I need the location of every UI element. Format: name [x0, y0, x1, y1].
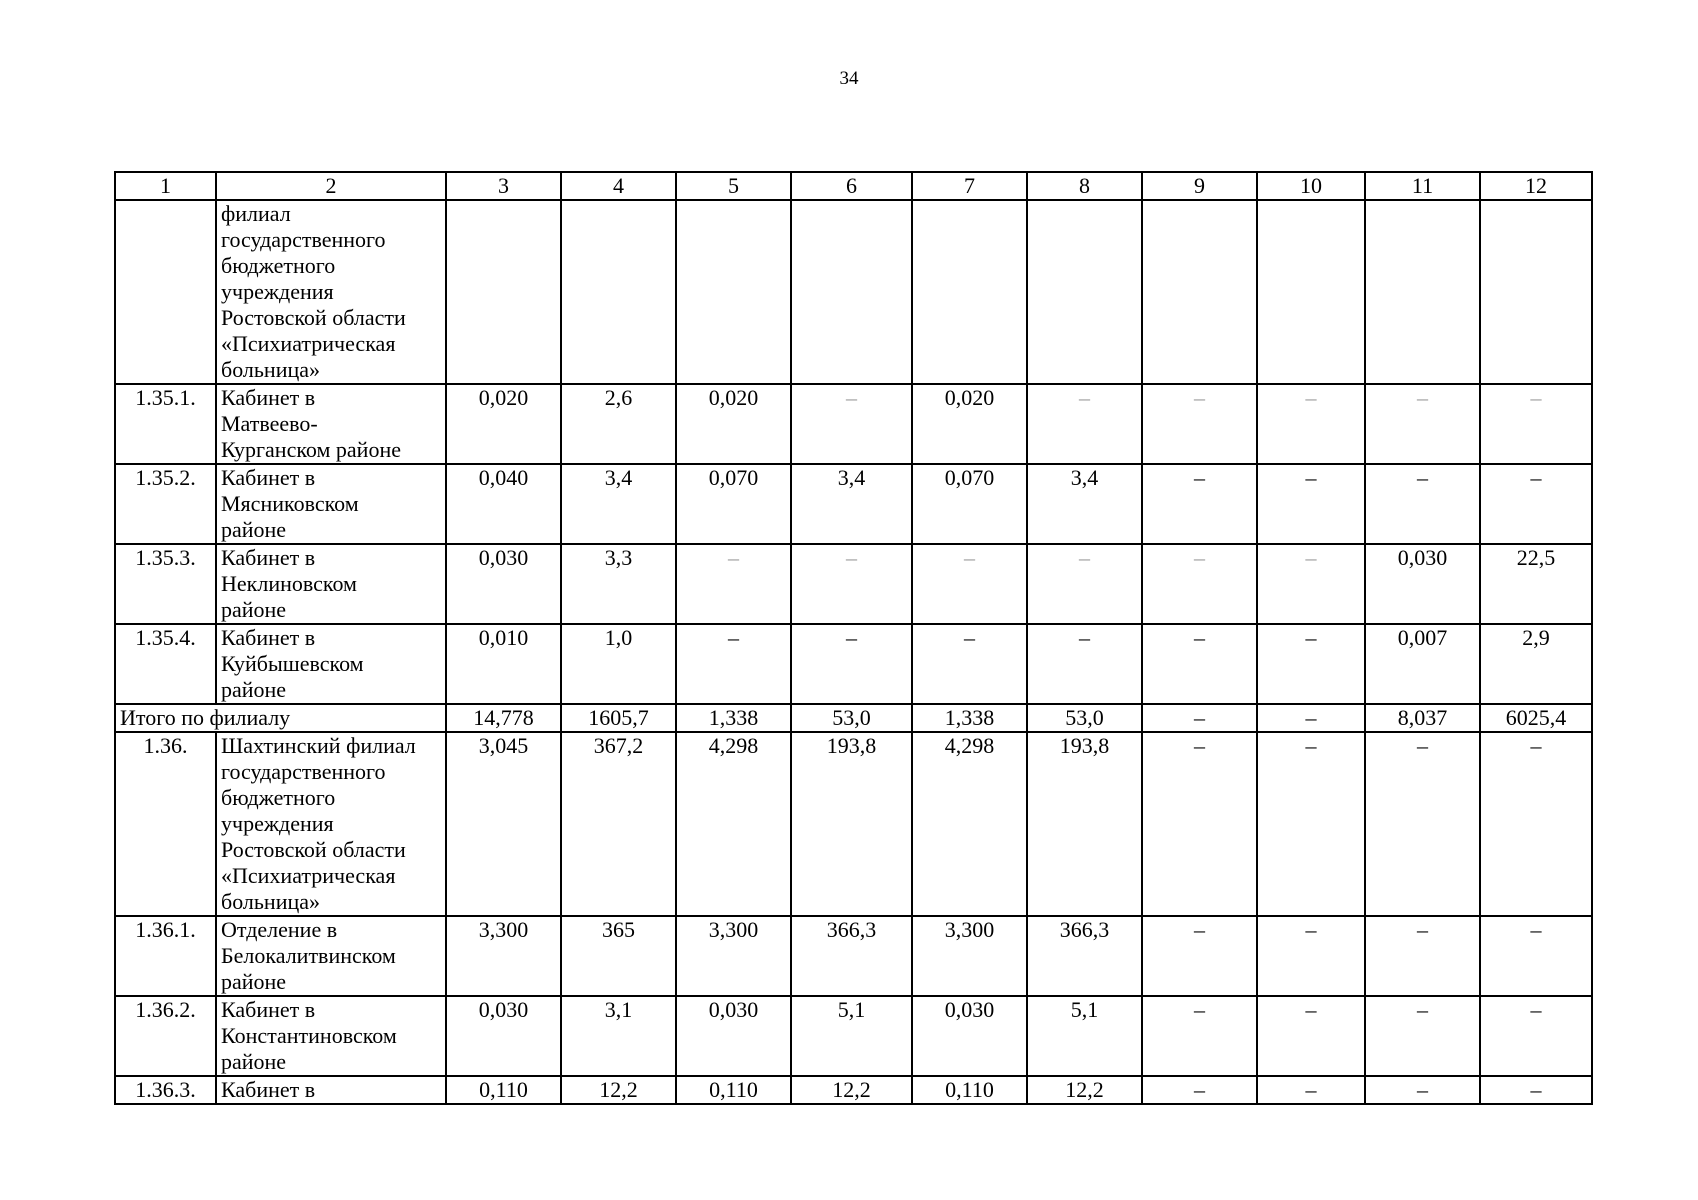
row-name-line: Шахтинский филиал: [221, 733, 416, 758]
value-cell: 0,030: [446, 544, 561, 624]
value-cell: 367,2: [561, 732, 676, 916]
table-row: [115, 732, 1592, 916]
value-cell: 1,338: [676, 704, 791, 732]
value-cell: 0,110: [912, 1076, 1027, 1104]
header-cell: 1: [115, 172, 216, 200]
value-cell: 1605,7: [561, 704, 676, 732]
value-cell: 22,5: [1480, 544, 1592, 624]
value-cell: 12,2: [791, 1076, 912, 1104]
row-name-line: Кабинет в: [221, 625, 316, 650]
value-cell: 366,3: [1027, 916, 1142, 996]
table-row: [115, 544, 1592, 624]
row-number: 1.36.: [115, 732, 216, 916]
value-cell: 6025,4: [1480, 704, 1592, 732]
row-name: [216, 916, 446, 996]
value-cell: 0,070: [912, 464, 1027, 544]
header-cell: 12: [1480, 172, 1592, 200]
value-cell: [1027, 200, 1142, 384]
value-cell: [561, 200, 676, 384]
value-cell: –: [1027, 544, 1142, 624]
row-name-line: Кабинет в: [221, 465, 316, 490]
value-cell: [791, 200, 912, 384]
value-cell: 5,1: [1027, 996, 1142, 1076]
value-cell: 3,3: [561, 544, 676, 624]
row-name-line: Матвеево-: [221, 411, 318, 436]
value-cell: 8,037: [1365, 704, 1480, 732]
row-name-line: Куйбышевском: [221, 651, 364, 676]
value-cell: 0,020: [446, 384, 561, 464]
value-cell: 4,298: [912, 732, 1027, 916]
row-name: [216, 624, 446, 704]
value-cell: –: [1257, 464, 1365, 544]
header-cell: 10: [1257, 172, 1365, 200]
row-number: 1.35.1.: [115, 384, 216, 464]
page-number: 34: [839, 68, 859, 89]
value-cell: 366,3: [791, 916, 912, 996]
value-cell: –: [1142, 916, 1257, 996]
value-cell: 4,298: [676, 732, 791, 916]
row-name: [216, 544, 446, 624]
row-name-line: районе: [221, 1049, 287, 1074]
value-cell: 3,300: [912, 916, 1027, 996]
value-cell: –: [1257, 996, 1365, 1076]
table-row: [115, 384, 1592, 464]
value-cell: 0,110: [676, 1076, 791, 1104]
row-name: [216, 200, 446, 384]
value-cell: –: [676, 624, 791, 704]
header-cell: 3: [446, 172, 561, 200]
value-cell: [446, 200, 561, 384]
value-cell: –: [1257, 732, 1365, 916]
value-cell: 3,4: [1027, 464, 1142, 544]
value-cell: 0,020: [912, 384, 1027, 464]
value-cell: 53,0: [791, 704, 912, 732]
header-cell: 6: [791, 172, 912, 200]
value-cell: –: [1480, 916, 1592, 996]
row-name-line: Кабинет в: [221, 997, 316, 1022]
value-cell: [1257, 200, 1365, 384]
table-row: [115, 200, 1592, 384]
value-cell: 3,300: [676, 916, 791, 996]
value-cell: –: [1257, 544, 1365, 624]
table-row: [115, 916, 1592, 996]
row-name-line: районе: [221, 597, 287, 622]
row-name-line: учреждения: [221, 811, 334, 836]
header-cell: 4: [561, 172, 676, 200]
header-cell: 2: [216, 172, 446, 200]
value-cell: –: [1257, 916, 1365, 996]
value-cell: –: [1480, 384, 1592, 464]
value-cell: 0,030: [446, 996, 561, 1076]
value-cell: –: [1365, 732, 1480, 916]
table-header-row: [115, 172, 1592, 200]
row-name-line: районе: [221, 677, 287, 702]
row-name-line: Ростовской области: [221, 305, 406, 330]
row-name-line: Отделение в: [221, 917, 338, 942]
value-cell: –: [1257, 384, 1365, 464]
row-name-line: Константиновском: [221, 1023, 397, 1048]
total-row: [115, 704, 1592, 732]
row-name: [216, 384, 446, 464]
value-cell: 3,4: [791, 464, 912, 544]
row-name: [216, 464, 446, 544]
value-cell: –: [1142, 704, 1257, 732]
value-cell: –: [1365, 464, 1480, 544]
row-number: 1.35.2.: [115, 464, 216, 544]
value-cell: 0,030: [676, 996, 791, 1076]
value-cell: –: [1365, 996, 1480, 1076]
value-cell: 0,110: [446, 1076, 561, 1104]
header-cell: 7: [912, 172, 1027, 200]
value-cell: –: [1257, 704, 1365, 732]
row-name-line: Кабинет в: [221, 1077, 316, 1102]
value-cell: –: [1365, 1076, 1480, 1104]
data-table: [114, 171, 1593, 1105]
row-name-line: районе: [221, 969, 287, 994]
value-cell: [1142, 200, 1257, 384]
value-cell: 1,338: [912, 704, 1027, 732]
row-name-line: Ростовской области: [221, 837, 406, 862]
value-cell: [676, 200, 791, 384]
value-cell: –: [1257, 1076, 1365, 1104]
row-name: [216, 996, 446, 1076]
value-cell: 0,020: [676, 384, 791, 464]
value-cell: 3,1: [561, 996, 676, 1076]
value-cell: –: [1142, 544, 1257, 624]
header-cell: 8: [1027, 172, 1142, 200]
row-name: [216, 1076, 446, 1104]
value-cell: –: [1480, 996, 1592, 1076]
value-cell: –: [1142, 624, 1257, 704]
table-body: [115, 172, 1592, 1104]
value-cell: –: [791, 384, 912, 464]
table-row: [115, 464, 1592, 544]
value-cell: 0,070: [676, 464, 791, 544]
value-cell: 2,6: [561, 384, 676, 464]
row-name-line: государственного: [221, 759, 386, 784]
row-name-line: государственного: [221, 227, 386, 252]
row-name-line: филиал: [221, 201, 291, 226]
value-cell: [912, 200, 1027, 384]
value-cell: –: [1257, 624, 1365, 704]
value-cell: 5,1: [791, 996, 912, 1076]
row-name-line: Мясниковском: [221, 491, 359, 516]
row-name-line: «Психиатрическая: [221, 331, 396, 356]
value-cell: –: [791, 624, 912, 704]
value-cell: –: [1142, 384, 1257, 464]
value-cell: 2,9: [1480, 624, 1592, 704]
row-number: 1.36.2.: [115, 996, 216, 1076]
value-cell: 3,300: [446, 916, 561, 996]
value-cell: 0,040: [446, 464, 561, 544]
value-cell: 193,8: [1027, 732, 1142, 916]
value-cell: 0,007: [1365, 624, 1480, 704]
value-cell: 53,0: [1027, 704, 1142, 732]
value-cell: 3,4: [561, 464, 676, 544]
value-cell: –: [1142, 464, 1257, 544]
row-name-line: Кабинет в: [221, 385, 316, 410]
row-number: 1.36.3.: [115, 1076, 216, 1104]
header-cell: 9: [1142, 172, 1257, 200]
table-row: [115, 1076, 1592, 1104]
header-cell: 5: [676, 172, 791, 200]
row-name-line: Кабинет в: [221, 545, 316, 570]
total-label: Итого по филиалу: [115, 704, 446, 732]
value-cell: –: [1027, 624, 1142, 704]
row-name-line: бюджетного: [221, 253, 336, 278]
value-cell: –: [912, 624, 1027, 704]
row-number: 1.35.3.: [115, 544, 216, 624]
row-number: 1.35.4.: [115, 624, 216, 704]
row-name-line: учреждения: [221, 279, 334, 304]
row-name-line: бюджетного: [221, 785, 336, 810]
row-name-line: больница»: [221, 889, 320, 914]
row-name-line: Курганском районе: [221, 437, 401, 462]
value-cell: 14,778: [446, 704, 561, 732]
row-number: [115, 200, 216, 384]
row-name-line: районе: [221, 517, 287, 542]
table-row: [115, 624, 1592, 704]
value-cell: 0,030: [1365, 544, 1480, 624]
value-cell: [1480, 200, 1592, 384]
value-cell: –: [676, 544, 791, 624]
value-cell: 193,8: [791, 732, 912, 916]
value-cell: –: [1480, 732, 1592, 916]
row-name: [216, 732, 446, 916]
value-cell: [1365, 200, 1480, 384]
value-cell: –: [1142, 996, 1257, 1076]
row-name-line: «Психиатрическая: [221, 863, 396, 888]
value-cell: 365: [561, 916, 676, 996]
value-cell: 3,045: [446, 732, 561, 916]
value-cell: –: [1365, 916, 1480, 996]
value-cell: 1,0: [561, 624, 676, 704]
value-cell: –: [1480, 464, 1592, 544]
value-cell: –: [1027, 384, 1142, 464]
value-cell: 12,2: [1027, 1076, 1142, 1104]
row-name-line: Неклиновском: [221, 571, 357, 596]
row-name-line: Белокалитвинском: [221, 943, 396, 968]
row-name-line: больница»: [221, 357, 320, 382]
table-row: [115, 996, 1592, 1076]
value-cell: –: [912, 544, 1027, 624]
value-cell: –: [1142, 732, 1257, 916]
value-cell: –: [791, 544, 912, 624]
row-number: 1.36.1.: [115, 916, 216, 996]
value-cell: 0,010: [446, 624, 561, 704]
value-cell: 12,2: [561, 1076, 676, 1104]
value-cell: –: [1480, 1076, 1592, 1104]
value-cell: 0,030: [912, 996, 1027, 1076]
header-cell: 11: [1365, 172, 1480, 200]
value-cell: –: [1142, 1076, 1257, 1104]
value-cell: –: [1365, 384, 1480, 464]
